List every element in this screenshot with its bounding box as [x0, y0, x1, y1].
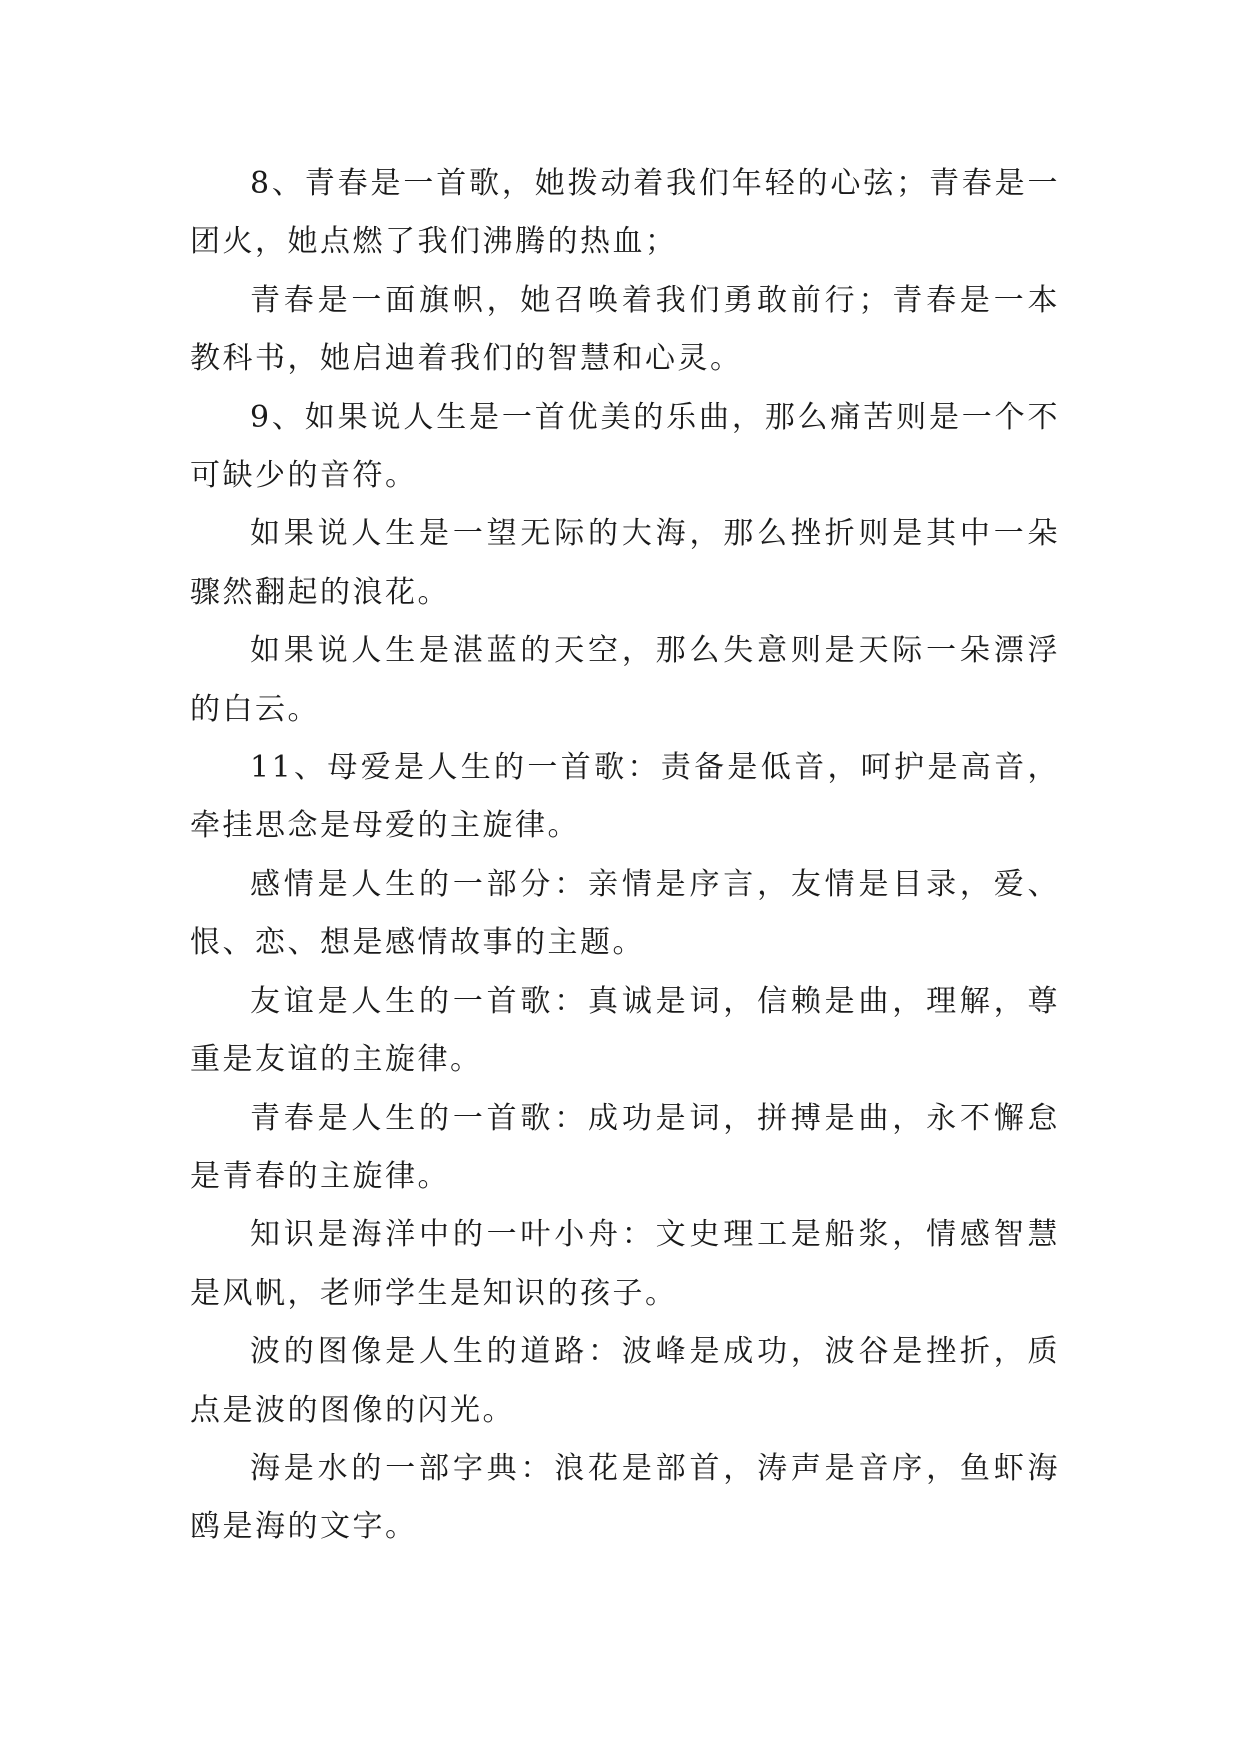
paragraph-youth: 青春是人生的一首歌：成功是词，拼搏是曲，永不懈怠是青春的主旋律。 — [190, 1100, 1060, 1194]
paragraph-8-flag: 青春是一面旗帜，她召唤着我们勇敢前行；青春是一本教科书，她启迪着我们的智慧和心灵。 — [190, 282, 1060, 377]
paragraph-knowledge: 知识是海洋中的一叶小舟：文史理工是船浆，情感智慧是风帆，老师学生是知识的孩子。 — [190, 1217, 1060, 1311]
paragraph-8-song: 8、青春是一首歌，她拨动着我们年轻的心弦；青春是一团火，她点燃了我们沸腾的热血； — [190, 166, 1060, 260]
paragraph-9-sea: 如果说人生是一望无际的大海，那么挫折则是其中一朵骤然翻起的浪花。 — [190, 516, 1060, 610]
paragraph-9-music: 9、如果说人生是一首优美的乐曲，那么痛苦则是一个不可缺少的音符。 — [190, 399, 1060, 494]
paragraph-9-sky: 如果说人生是湛蓝的天空，那么失意则是天际一朵漂浮的白云。 — [190, 633, 1060, 727]
paragraph-emotion: 感情是人生的一部分：亲情是序言，友情是目录，爱、恨、恋、想是感情故事的主题。 — [190, 866, 1060, 961]
paragraph-wave: 波的图像是人生的道路：波峰是成功，波谷是挫折，质点是波的图像的闪光。 — [190, 1334, 1060, 1428]
document-body — [190, 155, 1060, 1557]
paragraph-11-mother-love: 11、母爱是人生的一首歌：责备是低音，呵护是高音，牵挂思念是母爱的主旋律。 — [190, 750, 1060, 844]
paragraph-sea-dictionary: 海是水的一部字典：浪花是部首，涛声是音序，鱼虾海鸥是海的文字。 — [190, 1450, 1060, 1545]
paragraph-friendship: 友谊是人生的一首歌：真诚是词，信赖是曲，理解，尊重是友谊的主旋律。 — [190, 983, 1060, 1078]
